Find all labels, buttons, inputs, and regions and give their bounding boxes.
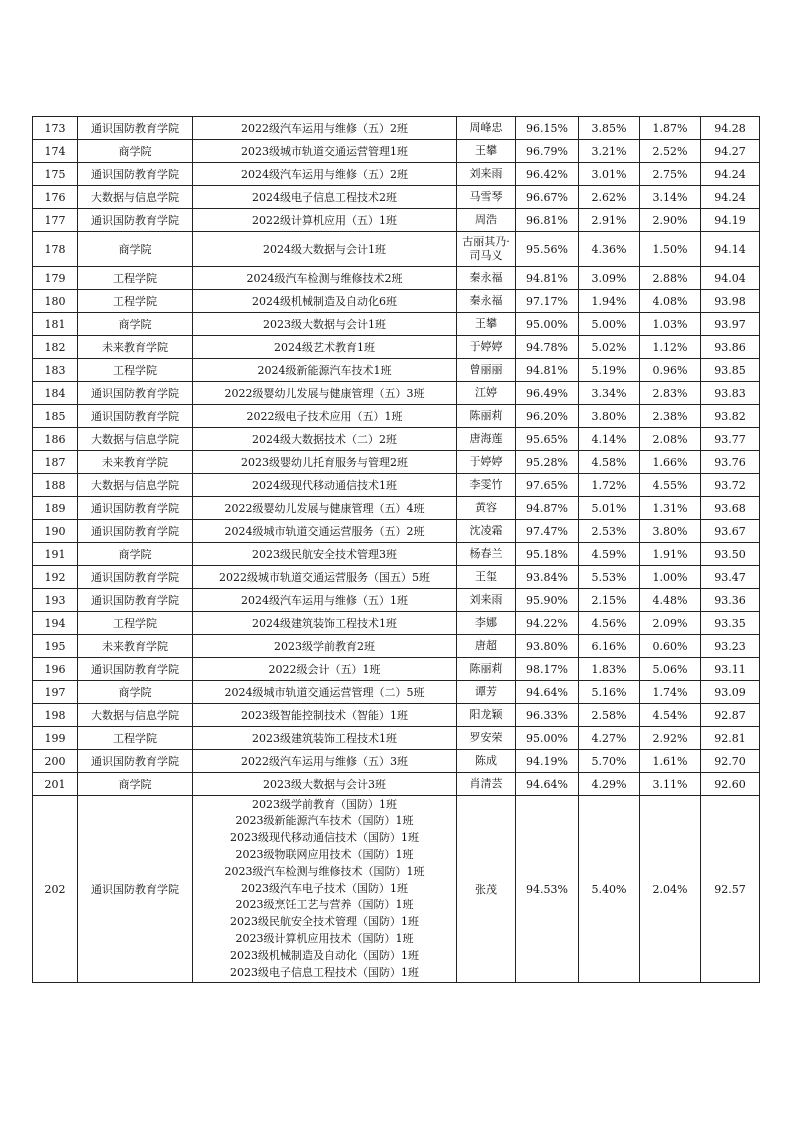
rate-cell-3: 2.09% [640, 612, 701, 635]
teacher-name-cell: 刘来雨 [457, 163, 516, 186]
score-cell: 93.09 [701, 681, 760, 704]
score-cell: 93.36 [701, 589, 760, 612]
rate-cell-2: 1.94% [579, 290, 640, 313]
score-cell: 93.83 [701, 382, 760, 405]
teacher-name-cell: 黄容 [457, 497, 516, 520]
class-cell: 2024级建筑装饰工程技术1班 [193, 612, 457, 635]
teacher-name-cell: 罗安荣 [457, 727, 516, 750]
rank-cell: 190 [33, 520, 78, 543]
class-cell: 2023级城市轨道交通运营管理1班 [193, 140, 457, 163]
rate-cell-1: 94.64% [516, 773, 579, 796]
score-cell: 93.86 [701, 336, 760, 359]
teacher-name-cell: 古丽其乃·司马义 [457, 232, 516, 267]
table-row [33, 209, 760, 232]
class-cell: 2023级大数据与会计3班 [193, 773, 457, 796]
rank-cell: 195 [33, 635, 78, 658]
score-cell: 94.04 [701, 267, 760, 290]
college-cell: 商学院 [78, 140, 193, 163]
table-body [33, 117, 760, 983]
table-row [33, 336, 760, 359]
teacher-name-cell: 唐海莲 [457, 428, 516, 451]
rank-cell: 191 [33, 543, 78, 566]
rate-cell-3: 0.60% [640, 635, 701, 658]
college-cell: 商学院 [78, 543, 193, 566]
rate-cell-1: 94.81% [516, 267, 579, 290]
rate-cell-2: 1.72% [579, 474, 640, 497]
teacher-name-cell: 周峰忠 [457, 117, 516, 140]
class-cell: 2024级艺术教育1班 [193, 336, 457, 359]
college-cell: 大数据与信息学院 [78, 186, 193, 209]
college-cell: 未来教育学院 [78, 451, 193, 474]
rank-cell: 176 [33, 186, 78, 209]
rate-cell-2: 4.27% [579, 727, 640, 750]
college-cell: 通识国防教育学院 [78, 796, 193, 983]
score-cell: 93.50 [701, 543, 760, 566]
college-cell: 通识国防教育学院 [78, 382, 193, 405]
teacher-name-cell: 杨春兰 [457, 543, 516, 566]
rate-cell-2: 5.02% [579, 336, 640, 359]
class-cell: 2022级婴幼儿发展与健康管理（五）4班 [193, 497, 457, 520]
table-row [33, 163, 760, 186]
rate-cell-1: 97.17% [516, 290, 579, 313]
score-cell: 93.82 [701, 405, 760, 428]
college-cell: 商学院 [78, 773, 193, 796]
rank-cell: 193 [33, 589, 78, 612]
table-row [33, 451, 760, 474]
table-row [33, 750, 760, 773]
rate-cell-2: 2.15% [579, 589, 640, 612]
rank-cell: 201 [33, 773, 78, 796]
college-cell: 未来教育学院 [78, 635, 193, 658]
rate-cell-1: 96.20% [516, 405, 579, 428]
score-cell: 92.87 [701, 704, 760, 727]
table-row [33, 681, 760, 704]
class-line: 2023级计算机应用技术（国防）1班 [235, 931, 414, 945]
class-ranking-table [32, 116, 760, 983]
rate-cell-3: 1.00% [640, 566, 701, 589]
college-cell: 通识国防教育学院 [78, 209, 193, 232]
score-cell: 93.47 [701, 566, 760, 589]
rate-cell-2: 3.85% [579, 117, 640, 140]
score-cell: 94.19 [701, 209, 760, 232]
class-cell: 2024级城市轨道交通运营服务（五）2班 [193, 520, 457, 543]
teacher-name-cell: 谭芳 [457, 681, 516, 704]
rate-cell-2: 4.29% [579, 773, 640, 796]
rate-cell-1: 96.67% [516, 186, 579, 209]
rate-cell-1: 95.65% [516, 428, 579, 451]
class-cell: 2024级电子信息工程技术2班 [193, 186, 457, 209]
college-cell: 大数据与信息学院 [78, 474, 193, 497]
score-cell: 93.67 [701, 520, 760, 543]
class-cell: 2022级汽车运用与维修（五）3班 [193, 750, 457, 773]
rank-cell: 189 [33, 497, 78, 520]
class-cell: 2022级计算机应用（五）1班 [193, 209, 457, 232]
score-cell: 93.76 [701, 451, 760, 474]
college-cell: 通识国防教育学院 [78, 163, 193, 186]
teacher-name-cell: 沈凌霜 [457, 520, 516, 543]
college-cell: 通识国防教育学院 [78, 117, 193, 140]
class-cell: 2022级会计（五）1班 [193, 658, 457, 681]
table-row [33, 405, 760, 428]
score-cell: 93.98 [701, 290, 760, 313]
rate-cell-2: 3.09% [579, 267, 640, 290]
table-row [33, 474, 760, 497]
table-row [33, 589, 760, 612]
class-cell: 2024级大数据与会计1班 [193, 232, 457, 267]
rate-cell-2: 4.56% [579, 612, 640, 635]
college-cell: 商学院 [78, 232, 193, 267]
table-row [33, 428, 760, 451]
teacher-name-cell: 肖清芸 [457, 773, 516, 796]
college-cell: 通识国防教育学院 [78, 520, 193, 543]
rank-cell: 202 [33, 796, 78, 983]
rate-cell-3: 2.52% [640, 140, 701, 163]
college-cell: 通识国防教育学院 [78, 497, 193, 520]
rate-cell-1: 93.84% [516, 566, 579, 589]
rate-cell-2: 2.62% [579, 186, 640, 209]
rate-cell-1: 97.47% [516, 520, 579, 543]
rate-cell-1: 97.65% [516, 474, 579, 497]
score-cell: 94.27 [701, 140, 760, 163]
table-row [33, 635, 760, 658]
table-row [33, 382, 760, 405]
table-row [33, 658, 760, 681]
teacher-name-cell: 阳龙颖 [457, 704, 516, 727]
score-cell: 93.72 [701, 474, 760, 497]
rate-cell-1: 96.33% [516, 704, 579, 727]
teacher-name-cell: 江婷 [457, 382, 516, 405]
college-cell: 大数据与信息学院 [78, 704, 193, 727]
score-cell: 94.24 [701, 186, 760, 209]
rate-cell-3: 1.31% [640, 497, 701, 520]
college-cell: 工程学院 [78, 727, 193, 750]
class-list-cell [193, 796, 457, 983]
rate-cell-2: 3.34% [579, 382, 640, 405]
table-row [33, 267, 760, 290]
table-row [33, 359, 760, 382]
class-line: 2023级烹饪工艺与营养（国防）1班 [235, 898, 414, 912]
class-cell: 2024级机械制造及自动化6班 [193, 290, 457, 313]
class-cell: 2024级城市轨道交通运营管理（二）5班 [193, 681, 457, 704]
rate-cell-1: 96.42% [516, 163, 579, 186]
table-row [33, 704, 760, 727]
rate-cell-3: 1.50% [640, 232, 701, 267]
score-cell: 93.85 [701, 359, 760, 382]
table-row [33, 566, 760, 589]
rate-cell-1: 95.28% [516, 451, 579, 474]
teacher-name-cell: 曾丽丽 [457, 359, 516, 382]
class-cell: 2024级大数据技术（二）2班 [193, 428, 457, 451]
class-cell: 2024级现代移动通信技术1班 [193, 474, 457, 497]
rate-cell-2: 5.16% [579, 681, 640, 704]
table-row [33, 232, 760, 267]
class-cell: 2024级汽车运用与维修（五）1班 [193, 589, 457, 612]
rank-cell: 184 [33, 382, 78, 405]
teacher-name-cell: 于婷婷 [457, 451, 516, 474]
college-cell: 工程学院 [78, 359, 193, 382]
rate-cell-1: 96.79% [516, 140, 579, 163]
score-cell: 93.97 [701, 313, 760, 336]
rate-cell-2: 4.58% [579, 451, 640, 474]
college-cell: 通识国防教育学院 [78, 405, 193, 428]
rank-cell: 188 [33, 474, 78, 497]
score-cell: 93.77 [701, 428, 760, 451]
rank-cell: 175 [33, 163, 78, 186]
rate-cell-2: 3.01% [579, 163, 640, 186]
teacher-name-cell: 陈丽莉 [457, 405, 516, 428]
college-cell: 工程学院 [78, 612, 193, 635]
teacher-name-cell: 李娜 [457, 612, 516, 635]
rate-cell-1: 94.22% [516, 612, 579, 635]
class-line: 2023级机械制造及自动化（国防）1班 [230, 948, 419, 962]
rate-cell-2: 4.14% [579, 428, 640, 451]
class-line: 2023级电子信息工程技术（国防）1班 [230, 965, 419, 979]
table-row [33, 140, 760, 163]
rank-cell: 192 [33, 566, 78, 589]
class-cell: 2024级新能源汽车技术1班 [193, 359, 457, 382]
class-line: 2023级汽车检测与维修技术（国防）1班 [224, 864, 425, 878]
rank-cell: 178 [33, 232, 78, 267]
rate-cell-2: 4.36% [579, 232, 640, 267]
rank-cell: 186 [33, 428, 78, 451]
rank-cell: 180 [33, 290, 78, 313]
score-cell: 92.81 [701, 727, 760, 750]
rate-cell-3: 5.06% [640, 658, 701, 681]
teacher-name-cell: 于婷婷 [457, 336, 516, 359]
rate-cell-1: 96.15% [516, 117, 579, 140]
college-cell: 大数据与信息学院 [78, 428, 193, 451]
rate-cell-2: 1.83% [579, 658, 640, 681]
class-line: 2023级汽车电子技术（国防）1班 [241, 881, 408, 895]
class-cell: 2023级大数据与会计1班 [193, 313, 457, 336]
table-row [33, 186, 760, 209]
rank-cell: 173 [33, 117, 78, 140]
rate-cell-3: 4.48% [640, 589, 701, 612]
class-cell: 2023级建筑装饰工程技术1班 [193, 727, 457, 750]
rate-cell-3: 1.74% [640, 681, 701, 704]
rate-cell-3: 1.91% [640, 543, 701, 566]
class-cell: 2023级婴幼儿托育服务与管理2班 [193, 451, 457, 474]
college-cell: 工程学院 [78, 267, 193, 290]
teacher-name-cell: 刘来雨 [457, 589, 516, 612]
college-cell: 商学院 [78, 313, 193, 336]
score-cell: 92.70 [701, 750, 760, 773]
rank-cell: 196 [33, 658, 78, 681]
rate-cell-3: 2.92% [640, 727, 701, 750]
class-cell: 2022级婴幼儿发展与健康管理（五）3班 [193, 382, 457, 405]
teacher-name-cell: 陈丽莉 [457, 658, 516, 681]
rate-cell-3: 1.66% [640, 451, 701, 474]
score-cell: 93.23 [701, 635, 760, 658]
rate-cell-2: 5.19% [579, 359, 640, 382]
rate-cell-3: 2.08% [640, 428, 701, 451]
teacher-name-cell: 陈成 [457, 750, 516, 773]
college-cell: 通识国防教育学院 [78, 566, 193, 589]
rate-cell-1: 94.19% [516, 750, 579, 773]
table-row [33, 313, 760, 336]
teacher-name-cell: 马雪琴 [457, 186, 516, 209]
class-line: 2023级现代移动通信技术（国防）1班 [230, 831, 419, 845]
table-row [33, 290, 760, 313]
class-cell: 2023级学前教育2班 [193, 635, 457, 658]
class-cell: 2022级电子技术应用（五）1班 [193, 405, 457, 428]
rate-cell-3: 3.80% [640, 520, 701, 543]
rate-cell-3: 1.87% [640, 117, 701, 140]
rank-cell: 197 [33, 681, 78, 704]
teacher-name-cell: 李雯竹 [457, 474, 516, 497]
teacher-name-cell: 周浩 [457, 209, 516, 232]
class-cell: 2022级城市轨道交通运营服务（国五）5班 [193, 566, 457, 589]
class-line: 2023级学前教育（国防）1班 [252, 797, 397, 811]
class-line: 2023级新能源汽车技术（国防）1班 [235, 814, 414, 828]
score-cell: 94.24 [701, 163, 760, 186]
rate-cell-1: 94.81% [516, 359, 579, 382]
college-cell: 通识国防教育学院 [78, 750, 193, 773]
college-cell: 通识国防教育学院 [78, 589, 193, 612]
rate-cell-2: 5.01% [579, 497, 640, 520]
rate-cell-1: 94.87% [516, 497, 579, 520]
rate-cell-3: 2.04% [640, 796, 701, 983]
rate-cell-3: 2.88% [640, 267, 701, 290]
rate-cell-3: 3.14% [640, 186, 701, 209]
rank-cell: 199 [33, 727, 78, 750]
college-cell: 商学院 [78, 681, 193, 704]
rate-cell-1: 98.17% [516, 658, 579, 681]
rate-cell-2: 2.53% [579, 520, 640, 543]
rate-cell-2: 3.21% [579, 140, 640, 163]
rate-cell-1: 94.64% [516, 681, 579, 704]
rate-cell-3: 2.83% [640, 382, 701, 405]
class-line: 2023级民航安全技术管理（国防）1班 [230, 915, 419, 929]
table-row [33, 117, 760, 140]
rate-cell-2: 2.58% [579, 704, 640, 727]
rate-cell-2: 3.80% [579, 405, 640, 428]
teacher-name-cell: 王玺 [457, 566, 516, 589]
score-cell: 93.68 [701, 497, 760, 520]
rate-cell-2: 5.00% [579, 313, 640, 336]
score-cell: 92.57 [701, 796, 760, 983]
table-row [33, 773, 760, 796]
rank-cell: 182 [33, 336, 78, 359]
score-cell: 93.11 [701, 658, 760, 681]
rate-cell-1: 94.53% [516, 796, 579, 983]
rate-cell-3: 4.54% [640, 704, 701, 727]
rank-cell: 198 [33, 704, 78, 727]
rate-cell-3: 2.38% [640, 405, 701, 428]
class-line: 2023级物联网应用技术（国防）1班 [235, 848, 414, 861]
rank-cell: 179 [33, 267, 78, 290]
rate-cell-1: 94.78% [516, 336, 579, 359]
rank-cell: 187 [33, 451, 78, 474]
rate-cell-3: 4.08% [640, 290, 701, 313]
class-cell: 2022级汽车运用与维修（五）2班 [193, 117, 457, 140]
table-row [33, 543, 760, 566]
teacher-name-cell: 秦永福 [457, 290, 516, 313]
teacher-name-cell: 张茂 [457, 796, 516, 983]
rate-cell-1: 95.56% [516, 232, 579, 267]
rate-cell-2: 6.16% [579, 635, 640, 658]
rate-cell-2: 5.53% [579, 566, 640, 589]
rank-cell: 200 [33, 750, 78, 773]
teacher-name-cell: 唐超 [457, 635, 516, 658]
teacher-name-cell: 秦永福 [457, 267, 516, 290]
rate-cell-3: 2.90% [640, 209, 701, 232]
score-cell: 94.14 [701, 232, 760, 267]
table-row [33, 520, 760, 543]
college-cell: 未来教育学院 [78, 336, 193, 359]
score-cell: 92.60 [701, 773, 760, 796]
table-row [33, 497, 760, 520]
table-row-multi-class [33, 796, 760, 983]
rate-cell-2: 5.70% [579, 750, 640, 773]
rate-cell-1: 96.81% [516, 209, 579, 232]
class-cell: 2024级汽车检测与维修技术2班 [193, 267, 457, 290]
college-cell: 通识国防教育学院 [78, 658, 193, 681]
teacher-name-cell: 王攀 [457, 140, 516, 163]
rate-cell-3: 0.96% [640, 359, 701, 382]
rank-cell: 181 [33, 313, 78, 336]
class-cell: 2024级汽车运用与维修（五）2班 [193, 163, 457, 186]
class-cell: 2023级智能控制技术（智能）1班 [193, 704, 457, 727]
table-row [33, 612, 760, 635]
rate-cell-1: 95.00% [516, 313, 579, 336]
score-cell: 94.28 [701, 117, 760, 140]
rate-cell-2: 5.40% [579, 796, 640, 983]
rate-cell-3: 1.03% [640, 313, 701, 336]
rate-cell-3: 3.11% [640, 773, 701, 796]
rank-cell: 177 [33, 209, 78, 232]
rate-cell-3: 4.55% [640, 474, 701, 497]
rate-cell-1: 96.49% [516, 382, 579, 405]
rate-cell-2: 2.91% [579, 209, 640, 232]
rate-cell-1: 95.18% [516, 543, 579, 566]
rank-cell: 185 [33, 405, 78, 428]
rank-cell: 183 [33, 359, 78, 382]
rate-cell-1: 93.80% [516, 635, 579, 658]
class-cell: 2023级民航安全技术管理3班 [193, 543, 457, 566]
rate-cell-3: 1.61% [640, 750, 701, 773]
rate-cell-2: 4.59% [579, 543, 640, 566]
rate-cell-1: 95.00% [516, 727, 579, 750]
table-row [33, 727, 760, 750]
score-cell: 93.35 [701, 612, 760, 635]
rank-cell: 174 [33, 140, 78, 163]
rate-cell-1: 95.90% [516, 589, 579, 612]
rate-cell-3: 1.12% [640, 336, 701, 359]
college-cell: 工程学院 [78, 290, 193, 313]
teacher-name-cell: 王攀 [457, 313, 516, 336]
rank-cell: 194 [33, 612, 78, 635]
rate-cell-3: 2.75% [640, 163, 701, 186]
